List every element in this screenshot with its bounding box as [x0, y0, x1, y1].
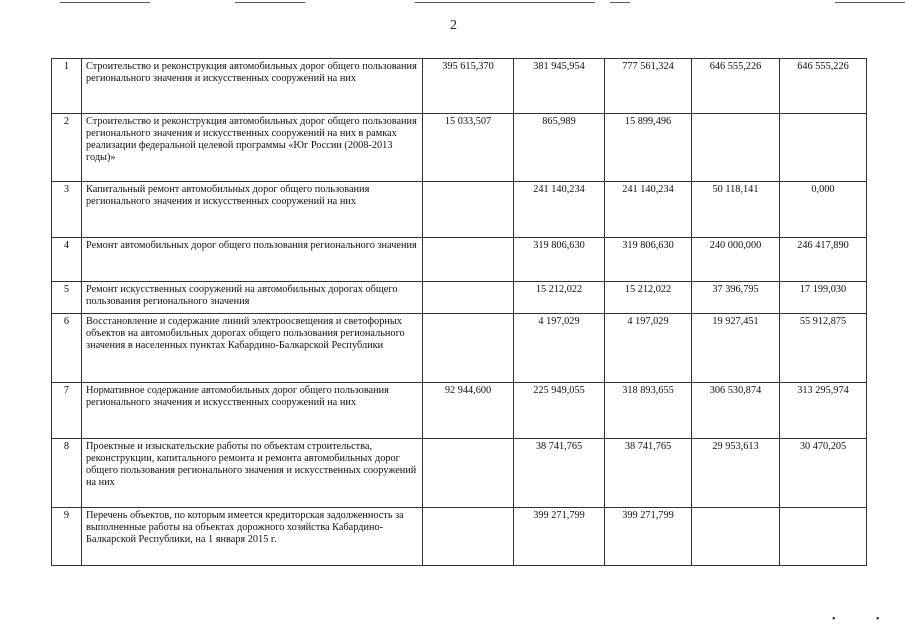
value-cell: 646 555,226: [780, 59, 867, 114]
scan-line: [415, 2, 595, 3]
value-cell: [423, 238, 514, 282]
row-description: Строительство и реконструкция автомобильных дорог общего пользования регионального значения и искусственных сооружений на них: [82, 59, 423, 114]
value-cell: 19 927,451: [692, 314, 780, 383]
row-number: 4: [52, 238, 82, 282]
value-cell: 15 033,507: [423, 114, 514, 182]
row-number: 7: [52, 383, 82, 439]
scan-line: [235, 2, 305, 3]
row-number: 6: [52, 314, 82, 383]
value-cell: [423, 439, 514, 508]
value-cell: [423, 314, 514, 383]
value-cell: 313 295,974: [780, 383, 867, 439]
value-cell: 15 212,022: [514, 282, 605, 314]
value-cell: 777 561,324: [605, 59, 692, 114]
value-cell: 241 140,234: [605, 182, 692, 238]
row-number: 5: [52, 282, 82, 314]
row-number: 9: [52, 508, 82, 566]
value-cell: 646 555,226: [692, 59, 780, 114]
value-cell: 15 899,496: [605, 114, 692, 182]
value-cell: 319 806,630: [514, 238, 605, 282]
value-cell: 17 199,030: [780, 282, 867, 314]
row-description: Капитальный ремонт автомобильных дорог общего пользования регионального значения и искусственных сооружений на них: [82, 182, 423, 238]
value-cell: 306 530,874: [692, 383, 780, 439]
value-cell: 4 197,029: [514, 314, 605, 383]
row-description: Ремонт автомобильных дорог общего пользования регионального значения: [82, 238, 423, 282]
scan-speck: •: [876, 614, 880, 625]
table-row: [52, 182, 867, 238]
page-number: 2: [450, 18, 457, 33]
value-cell: 30 470,205: [780, 439, 867, 508]
value-cell: [423, 182, 514, 238]
value-cell: 319 806,630: [605, 238, 692, 282]
value-cell: [423, 282, 514, 314]
row-number: 2: [52, 114, 82, 182]
value-cell: 318 893,655: [605, 383, 692, 439]
table-row: [52, 508, 867, 566]
row-description: Восстановление и содержание линий электроосвещения и светофорных объектов на автомобильных дорогах общего пользования регионального значения в населенных пунктах Кабардино-Балкарской Республики: [82, 314, 423, 383]
scan-line: [610, 2, 630, 3]
value-cell: 241 140,234: [514, 182, 605, 238]
table-row: [52, 439, 867, 508]
value-cell: [692, 508, 780, 566]
table-row: [52, 383, 867, 439]
value-cell: [692, 114, 780, 182]
value-cell: 92 944,600: [423, 383, 514, 439]
value-cell: 38 741,765: [514, 439, 605, 508]
value-cell: [780, 508, 867, 566]
row-number: 3: [52, 182, 82, 238]
value-cell: 29 953,613: [692, 439, 780, 508]
table-row: [52, 59, 867, 114]
value-cell: 246 417,890: [780, 238, 867, 282]
value-cell: 399 271,799: [605, 508, 692, 566]
value-cell: 50 118,141: [692, 182, 780, 238]
scan-line: [60, 2, 150, 3]
table-row: [52, 314, 867, 383]
value-cell: 4 197,029: [605, 314, 692, 383]
value-cell: 395 615,370: [423, 59, 514, 114]
row-description: Нормативное содержание автомобильных дорог общего пользования регионального значения и искусственных сооружений на них: [82, 383, 423, 439]
row-description: Ремонт искусственных сооружений на автомобильных дорогах общего пользования регионального значения: [82, 282, 423, 314]
table-row: [52, 282, 867, 314]
table-row: [52, 238, 867, 282]
data-table: [51, 58, 867, 566]
row-description: Перечень объектов, по которым имеется кредиторская задолженность за выполненные работы на объектах дорожного хозяйства Кабардино-Балкарской Республики, на 1 января 2015 г.: [82, 508, 423, 566]
value-cell: 15 212,022: [605, 282, 692, 314]
value-cell: 399 271,799: [514, 508, 605, 566]
value-cell: [780, 114, 867, 182]
value-cell: 240 000,000: [692, 238, 780, 282]
value-cell: 37 396,795: [692, 282, 780, 314]
row-number: 1: [52, 59, 82, 114]
value-cell: 55 912,875: [780, 314, 867, 383]
value-cell: [423, 508, 514, 566]
scan-speck: •: [832, 614, 836, 625]
value-cell: 381 945,954: [514, 59, 605, 114]
row-number: 8: [52, 439, 82, 508]
table-row: [52, 114, 867, 182]
scan-line: [835, 2, 905, 3]
value-cell: 38 741,765: [605, 439, 692, 508]
value-cell: 225 949,055: [514, 383, 605, 439]
row-description: Строительство и реконструкция автомобильных дорог общего пользования регионального значения и искусственных сооружений на них в рамках реализации федеральной целевой программы «Юг России (2008-2013 годы)»: [82, 114, 423, 182]
value-cell: 865,989: [514, 114, 605, 182]
row-description: Проектные и изыскательские работы по объектам строительства, реконструкции, капитального ремонта и ремонта автомобильных дорог общего пользования регионального значения и искусственных сооружений на них: [82, 439, 423, 508]
value-cell: 0,000: [780, 182, 867, 238]
